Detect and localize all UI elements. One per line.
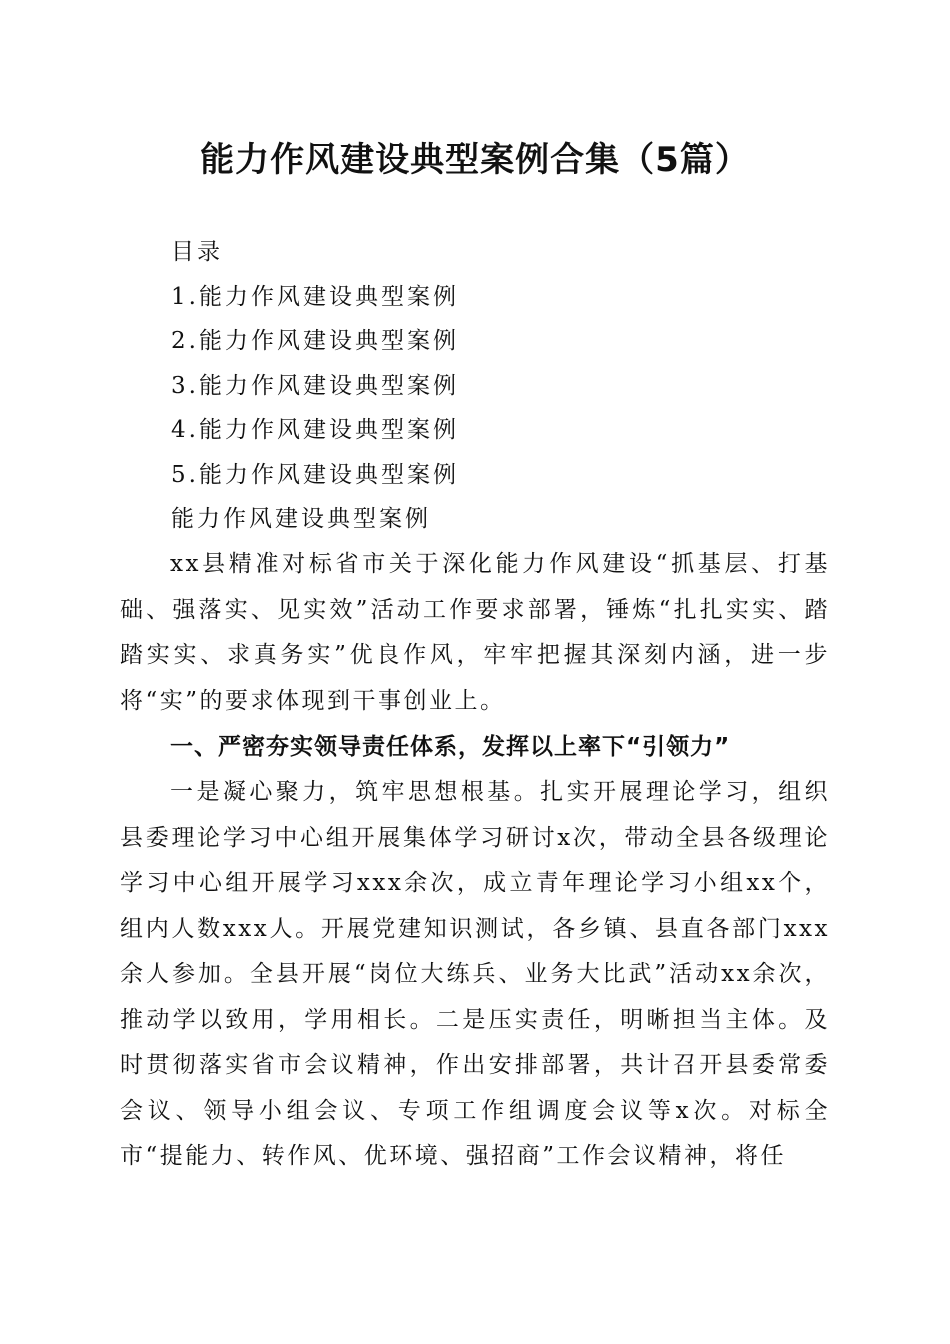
body-paragraph: 一是凝心聚力，筑牢思想根基。扎实开展理论学习，组织县委理论学习中心组开展集体学习研讨x次，带动全县各级理论学习中心组开展学习xxx余次，成立青年理论学习小组xx个，组内人数xxx人。开展党建知识测试，各乡镇、县直各部门xxx余人参加。全县开展“岗位大练兵、业务大比武”活动xx余次，推动学以致用，学用相长。二是压实责任，明晰担当主体。及时贯彻落实省市会议精神，作出安排部署，共计召开县委常委会议、领导小组会议、专项工作组调度会议等x次。对标全市“提能力、转作风、优环境、强招商”工作会议精神，将任: [120, 779, 830, 1169]
document-title: 能力作风建设典型案例合集（5篇）: [200, 140, 750, 180]
toc-item: 2.能力作风建设典型案例: [171, 328, 459, 354]
toc-item: 5.能力作风建设典型案例: [171, 461, 459, 488]
section-heading: 一、严密夯实领导责任体系，发挥以上率下“引领力”: [170, 734, 731, 760]
article-title: 能力作风建设典型案例: [171, 506, 431, 532]
toc-item: 4.能力作风建设典型案例: [171, 417, 459, 443]
toc-item: 3.能力作风建设典型案例: [171, 372, 459, 399]
toc-item: 1.能力作风建设典型案例: [171, 283, 459, 310]
toc-heading: 目录: [171, 239, 223, 265]
table-of-contents: [171, 230, 871, 542]
body-paragraph: xx县精准对标省市关于深化能力作风建设“抓基层、打基础、强落实、见实效”活动工作要求部署，锤炼“扎扎实实、踏踏实实、求真务实”优良作风，牢牢把握其深刻内涵，进一步将“实”的要求体现到干事创业上。: [120, 551, 830, 714]
